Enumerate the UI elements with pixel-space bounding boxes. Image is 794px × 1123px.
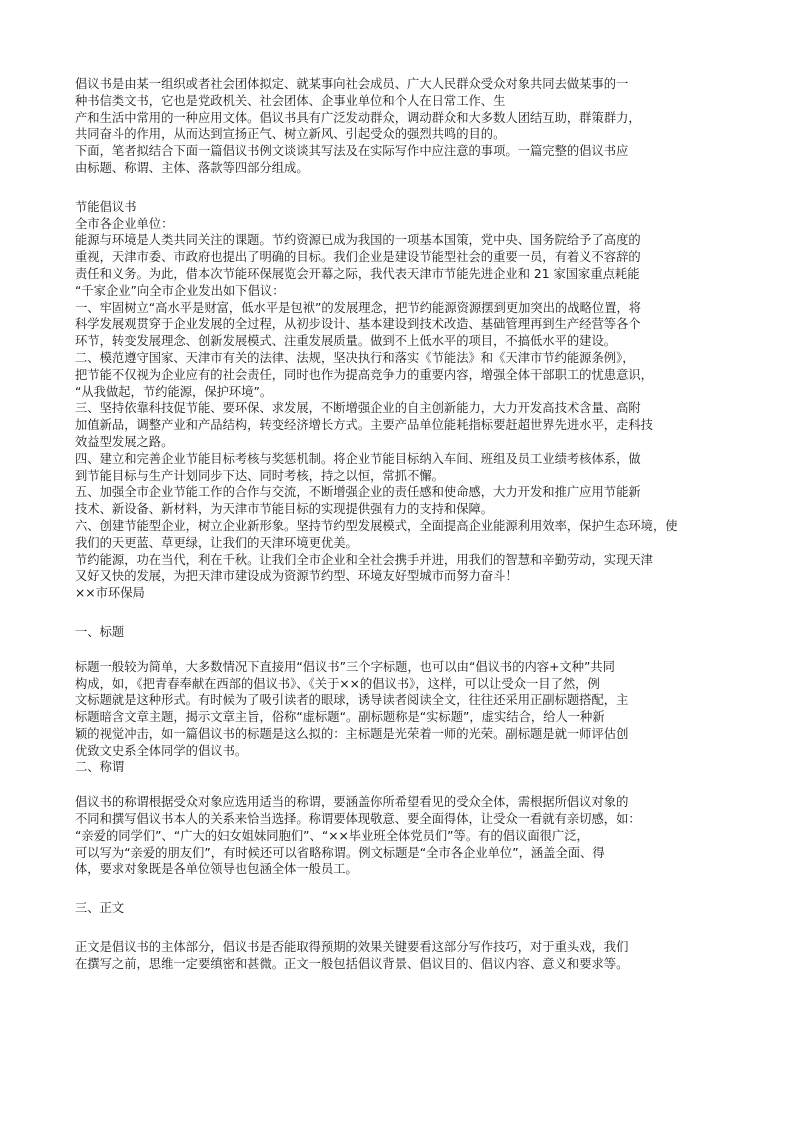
text-line: 标题一般较为简单，大多数情况下直接用“倡议书”三个字标题，也可以由“倡议书的内容+文种”共同 — [75, 659, 615, 674]
text-line: 又好又快的发展，为把天津市建设成为资源节约型、环境友好型城市而努力奋斗！ — [75, 569, 518, 584]
section-heading: 一、标题 — [75, 624, 125, 639]
section-body — [75, 900, 720, 972]
section-salutation — [75, 759, 720, 878]
text-line: 倡议书的称谓根据受众对象应选用适当的称谓，要涵盖你所希望看见的受众全体，需根据所倡议对象的 — [75, 795, 629, 810]
text-line: 下面，笔者拟结合下面一篇倡议书例文谈谈其写法及在实际写作中应注意的事项。一篇完整的倡议书应 — [75, 144, 629, 159]
text-line: 节约能源，功在当代，利在千秋。让我们全市企业和全社会携手并进，用我们的智慧和辛勤劳动，实现天津 — [75, 552, 653, 567]
text-line: 六、创建节能型企业，树立企业新形象。坚持节约型发展模式，全面提高企业能源利用效率，保护生态环境，使 — [75, 518, 678, 533]
example-letter — [75, 199, 720, 602]
text-line: 五、加强全市企业节能工作的合作与交流，不断增强企业的责任感和使命感，大力开发和推广应用节能新 — [75, 485, 641, 500]
text-line: 正文是倡议书的主体部分，倡议书是否能取得预期的效果关键要看这部分写作技巧，对于重头戏，我们 — [75, 940, 629, 955]
intro-block — [75, 76, 720, 177]
text-line: 颖的视觉冲击，如一篇倡议书的标题是这么拟的：主标题是光荣着一师的光荣。副标题是就一师评估创 — [75, 726, 629, 741]
text-line: 一、牢固树立“高水平是财富，低水平是包袱”的发展理念，把节约能源资源摆到更加突出的战略位置，将 — [75, 300, 642, 315]
text-line: “亲爱的同学们”、“广大的妇女姐妹同胞们”、“××毕业班全体党员们”等。有的倡议面很广泛， — [75, 828, 589, 843]
section-heading: 三、正文 — [75, 901, 125, 916]
text-line: 优致文史系全体同学的倡议书。 — [75, 743, 248, 758]
text-line: 产和生活中常用的一种应用文体。倡议书具有广泛发动群众，调动群众和大多数人团结互助，群策群力， — [75, 110, 641, 125]
text-line: 我们的天更蓝、草更绿，让我们的天津环境更优美。 — [75, 535, 358, 550]
text-line: 可以写为“亲爱的朋友们”，有时候还可以省略称谓。例文标题是“全市各企业单位”，涵盖全面、得 — [75, 845, 605, 860]
text-line: 二、模范遵守国家、天津市有关的法律、法规，坚决执行和落实《节能法》和《天津市节约能源条例》， — [75, 350, 635, 365]
text-line: 共同奋斗的作用，从而达到宣扬正气、树立新风、引起受众的强烈共鸣的目的。 — [75, 127, 506, 142]
example-signature: ××市环保局 — [75, 586, 145, 601]
text-line: 效益型发展之路。 — [75, 434, 174, 449]
document-page — [75, 76, 720, 973]
text-line: 能源与环境是人类共同关注的课题。节约资源已成为我国的一项基本国策，党中央、国务院给予了高度的 — [75, 233, 641, 248]
text-line: “从我做起，节约能源，保护环境”。 — [75, 384, 273, 399]
text-line: 把节能不仅视为企业应有的社会责任，同时也作为提高竞争力的重要内容，增强全体干部职工的忧患意识， — [75, 367, 653, 382]
text-line: 标题暗含文章主题，揭示文章主旨，俗称“虚标题“。副标题称是“实标题”，虚实结合，给人一种新 — [75, 710, 605, 725]
section-title — [75, 624, 720, 760]
example-title: 节能倡议书 — [75, 199, 137, 214]
text-line: 倡议书是由某一组织或者社会团体拟定、就某事向社会成员、广大人民群众受众对象共同去做某事的一 — [75, 77, 629, 91]
text-line: 文标题就是这种形式。有时候为了吸引读者的眼球，诱导读者阅读全文，往往还采用正副标题搭配，主 — [75, 693, 629, 708]
text-line: 到节能目标与生产计划同步下达、同时考核，持之以恒，常抓不懈。 — [75, 468, 444, 483]
text-line: 环节，转变发展理念、创新发展模式、注重发展质量。做到不上低水平的项目，不搞低水平的建设。 — [75, 334, 617, 349]
example-salutation: 全市各企业单位： — [75, 216, 174, 231]
text-line: 技术、新设备、新材料，为天津市节能目标的实现提供强有力的支持和保障。 — [75, 502, 494, 517]
text-line: 三、坚持依靠科技促节能、要环保、求发展，不断增强企业的自主创新能力，大力开发高技术含量、高附 — [75, 401, 641, 416]
section-heading: 二、称谓 — [75, 760, 125, 775]
text-line: 体，要求对象既是各单位领导也包涵全体一般员工。 — [75, 862, 358, 877]
text-line: 责任和义务。为此，借本次节能环保展览会开幕之际，我代表天津市节能先进企业和 21 家国家重点耗能 — [75, 266, 640, 281]
text-line: 重视，天津市委、市政府也提出了明确的目标。我们企业是建设节能型社会的重要一员，有着义不容辞的 — [75, 250, 641, 265]
text-line: 在撰写之前，思维一定要缜密和甚微。正文一般包括倡议背景、倡议目的、倡议内容、意义和要求等。 — [75, 956, 629, 971]
text-line: 种书信类文书，它也是党政机关、社会团体、企事业单位和个人在日常工作、生 — [75, 93, 506, 108]
text-line: 加值新品，调整产业和产品结构，转变经济增长方式。主要产品单位能耗指标要赶超世界先进水平，走科技 — [75, 418, 653, 433]
text-line: 科学发展观贯穿于企业发展的全过程，从初步设计、基本建设到技术改造、基础管理再到生产经营等各个 — [75, 317, 641, 332]
text-line: 构成，如，《把青春奉献在西部的倡议书》、《关于××的倡议书》，这样，可以让受众一目了然，例 — [75, 676, 600, 691]
text-line: “千家企业”向全市企业发出如下倡议： — [75, 283, 285, 298]
text-line: 由标题、称谓、主体、落款等四部分组成。 — [75, 160, 309, 175]
text-line: 四、建立和完善企业节能目标考核与奖惩机制。将企业节能目标纳入车间、班组及员工业绩考核体系，做 — [75, 451, 641, 466]
text-line: 不同和撰写倡议书本人的关系来恰当选择。称谓要体现敬意、要全面得体，让受众一看就有亲切感，如： — [75, 812, 641, 827]
